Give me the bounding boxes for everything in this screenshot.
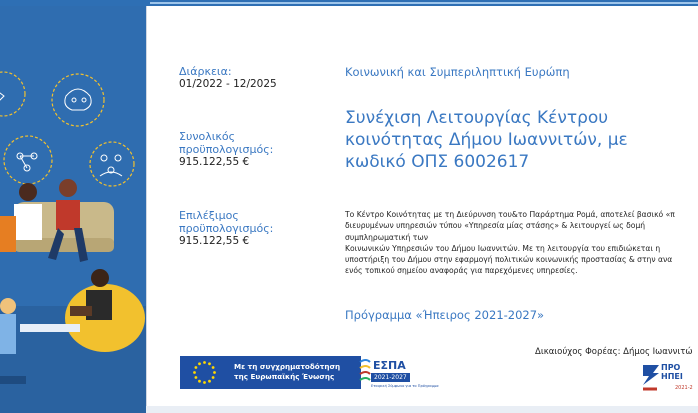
- region-line-1: ΠΡΟ: [661, 363, 681, 372]
- espa-logo: [357, 356, 439, 394]
- eligible-budget-value: 915.122,55 €: [179, 235, 250, 247]
- program-label: Πρόγραμμα «Ήπειρος 2021-2027»: [345, 308, 545, 322]
- total-budget-label-2: προϋπολογισμός:: [179, 143, 274, 156]
- espa-subtitle: Εταιρική Σύμφωνο για το Πρόγραμμα: [371, 384, 439, 388]
- eu-text-line: της Ευρωπαϊκής Ένωσης: [234, 372, 335, 381]
- eligible-budget-label-2: προϋπολογισμός:: [179, 222, 274, 235]
- description-line: Το Κέντρο Κοινότητας με τη Διεύρυνση του&το Παράρτημα Ρομά, αποτελεί βασικό «π: [345, 210, 675, 219]
- project-card: [147, 6, 698, 413]
- project-description: [345, 209, 698, 277]
- duration-block: [179, 65, 277, 91]
- title-line: κωδικό ΟΠΣ 6002617: [345, 152, 530, 172]
- description-line: διευρυμένων υπηρεσιών τύπου «Υπηρεσία μίας στάσης» & λειτουργεί ως δομή: [345, 221, 646, 231]
- description-line: υποστήριξη του Δήμου στην εφαρμογή πολιτικών κοινωνικής προστασίας & στην ανα: [345, 255, 673, 265]
- total-budget-label-1: Συνολικός: [179, 130, 236, 143]
- people-illustration: [0, 6, 146, 413]
- eligible-budget-label-1: Επιλέξιμος: [179, 209, 239, 222]
- eu-text-line: Με τη συγχρηματοδότηση: [234, 362, 341, 371]
- description-line: συμπληρωματική των: [345, 232, 428, 242]
- espa-name: ΕΣΠΑ: [373, 359, 406, 372]
- title-line: Συνέχιση Λειτουργίας Κέντρου: [345, 108, 609, 128]
- region-mark-icon: [641, 361, 661, 395]
- eu-cofunding-text: [229, 356, 361, 389]
- duration-label: Διάρκεια:: [179, 65, 232, 78]
- description-line: Κοινωνικών Υπηρεσιών του Δήμου Ιωαννιτών. Με τη λειτουργία του επιδιώκεται η: [345, 243, 661, 253]
- category-label: Κοινωνική και Συμπεριληπτική Ευρώπη: [345, 65, 570, 79]
- espa-years: 2021-2027: [371, 373, 410, 382]
- eligible-budget-block: [179, 209, 273, 248]
- title-line: κοινότητας Δήμου Ιωαννιτών, με: [345, 130, 628, 150]
- duration-value: 01/2022 - 12/2025: [179, 78, 277, 90]
- community-illustration: [0, 6, 146, 413]
- top-bar-accent: [150, 2, 698, 4]
- espa-mark-icon: [357, 356, 371, 392]
- description-line: ενός τοπικού σημείου αναφοράς για παρεχόμενες υπηρεσίες.: [345, 266, 578, 276]
- total-budget-block: [179, 130, 273, 169]
- region-line-2: ΗΠΕΙ: [661, 372, 683, 381]
- region-logo: [641, 357, 698, 397]
- eu-flag-icon: [180, 356, 229, 389]
- project-title: [345, 107, 685, 173]
- total-budget-value: 915.122,55 €: [179, 156, 250, 168]
- region-years: 2021-2: [675, 385, 693, 391]
- beneficiary-label: Δικαιούχος Φορέας: Δήμος Ιωαννιτώ: [535, 347, 693, 357]
- bottom-bar: [146, 406, 698, 413]
